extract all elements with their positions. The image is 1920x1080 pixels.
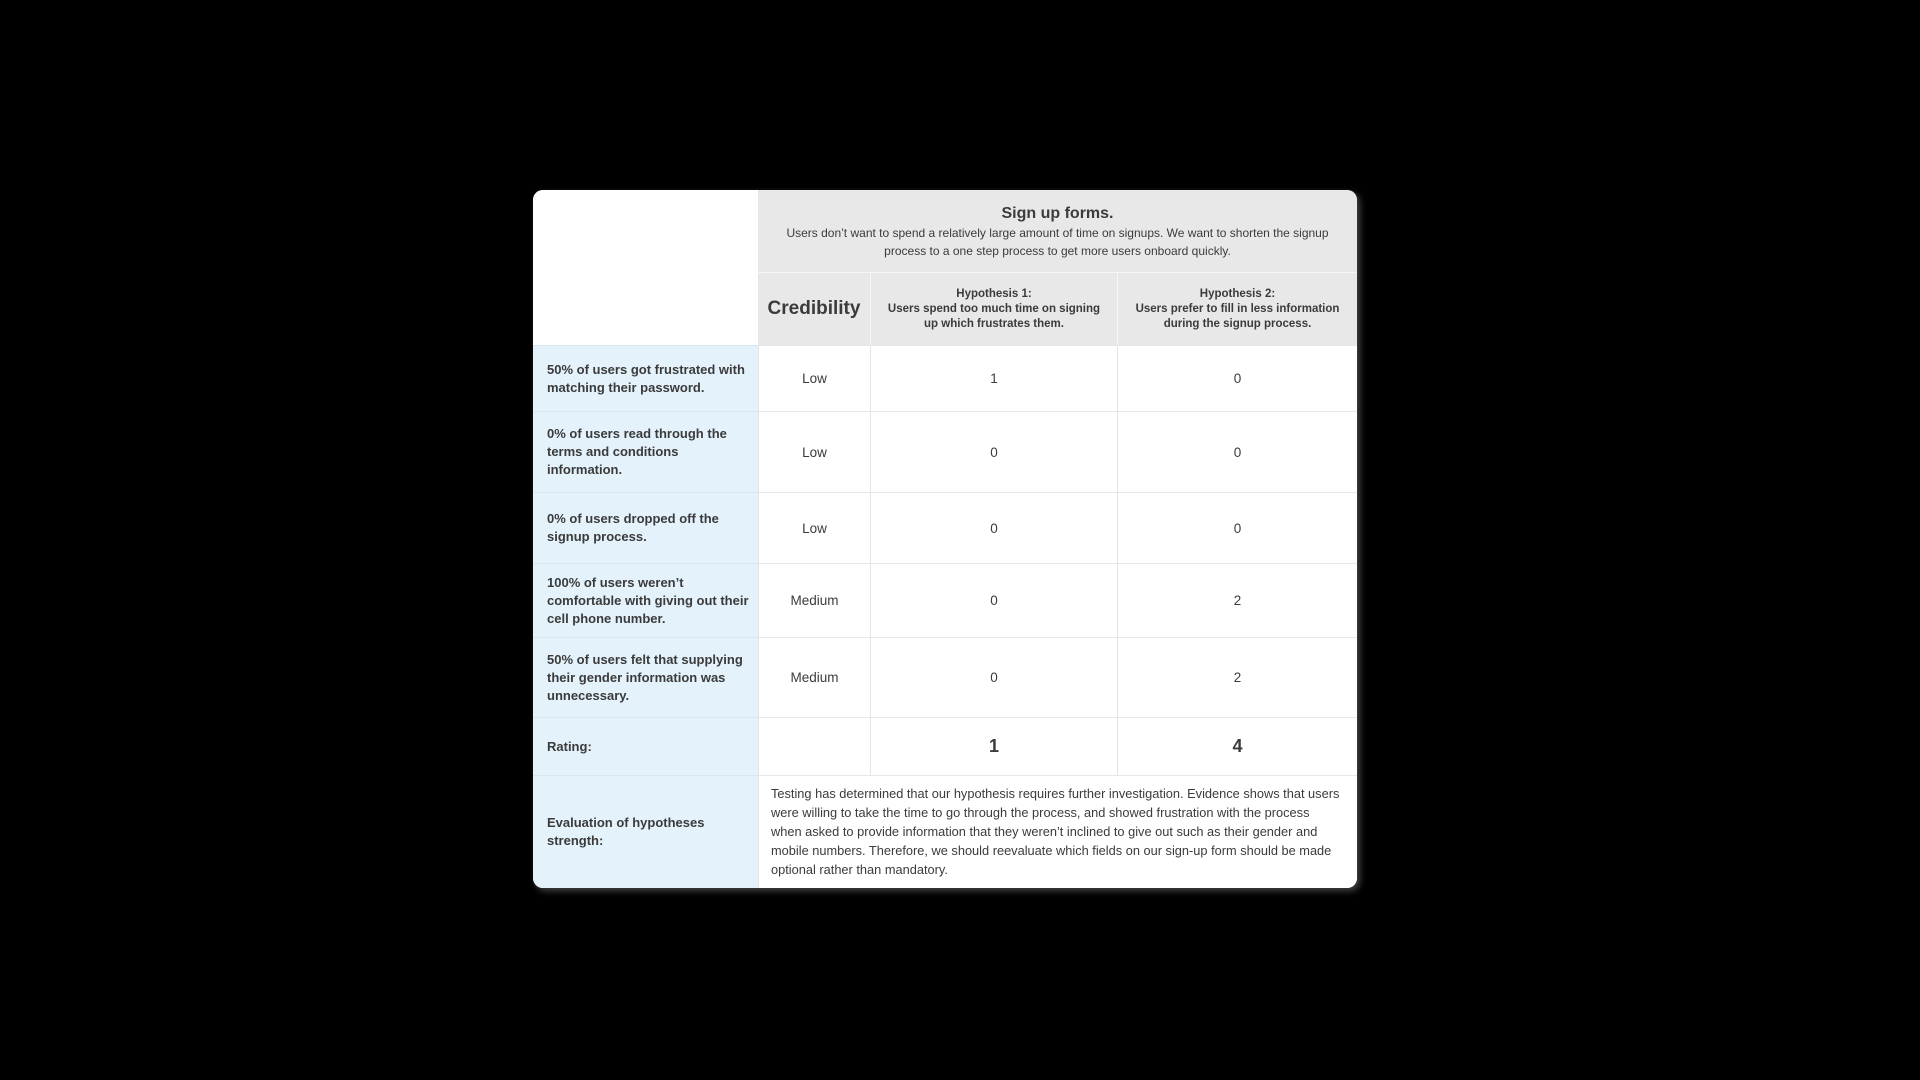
hypothesis-1-score: 0 <box>870 492 1117 563</box>
evaluation-text: Testing has determined that our hypothesis requires further investigation. Evidence shows that users were willing to take the time to go through the process, and showed frustration with the process when asked to provide information that they weren’t inclined to give out such as their gender and mobile numbers. Therefore, we should reevaluate which fields on our sign-up form should be made optional rather than mandatory. <box>758 775 1357 888</box>
row-label-gender-info: 50% of users felt that supplying their gender information was unnecessary. <box>533 637 758 717</box>
hypothesis-2-score: 0 <box>1117 345 1357 411</box>
rating-hypothesis-1: 1 <box>870 717 1117 775</box>
credibility-value: Low <box>758 492 870 563</box>
page-subtitle: Users don’t want to spend a relatively large amount of time on signups. We want to shorten the signup process to a one step process to get more users onboard quickly. <box>786 226 1329 258</box>
credibility-value: Low <box>758 345 870 411</box>
hypothesis-1-score: 1 <box>870 345 1117 411</box>
hypothesis-2-score: 0 <box>1117 492 1357 563</box>
table-grid <box>533 190 1357 888</box>
row-label-cell-phone: 100% of users weren’t comfortable with giving out their cell phone number. <box>533 563 758 637</box>
credibility-value: Low <box>758 411 870 492</box>
empty-corner-cell <box>533 190 758 345</box>
col-header-credibility <box>758 272 870 345</box>
credibility-header-label: Credibility <box>767 298 861 319</box>
row-label-password-frustration: 50% of users got frustrated with matching their password. <box>533 345 758 411</box>
rating-credibility-empty <box>758 717 870 775</box>
hypothesis-2-score: 0 <box>1117 411 1357 492</box>
row-label-dropoff: 0% of users dropped off the signup process. <box>533 492 758 563</box>
hypothesis-2-score: 2 <box>1117 637 1357 717</box>
hypothesis-1-score: 0 <box>870 411 1117 492</box>
credibility-value: Medium <box>758 637 870 717</box>
col-header-hypothesis-2 <box>1117 272 1357 345</box>
rating-label: Rating: <box>533 717 758 775</box>
hypothesis-evaluation-table <box>533 190 1357 888</box>
hypothesis-2-title: Hypothesis 2: <box>1199 287 1276 300</box>
row-label-terms-conditions: 0% of users read through the terms and conditions information. <box>533 411 758 492</box>
hypothesis-1-score: 0 <box>870 637 1117 717</box>
credibility-value: Medium <box>758 563 870 637</box>
hypothesis-2-description: Users prefer to fill in less information during the signup process. <box>1135 302 1340 330</box>
evaluation-label: Evaluation of hypotheses strength: <box>533 775 758 888</box>
hypothesis-1-score: 0 <box>870 563 1117 637</box>
page-title: Sign up forms. <box>1001 205 1114 222</box>
hypothesis-1-title: Hypothesis 1: <box>956 287 1032 300</box>
hypothesis-2-score: 2 <box>1117 563 1357 637</box>
title-band <box>758 190 1357 272</box>
col-header-hypothesis-1 <box>870 272 1117 345</box>
rating-hypothesis-2: 4 <box>1117 717 1357 775</box>
hypothesis-1-description: Users spend too much time on signing up which frustrates them. <box>887 302 1101 330</box>
